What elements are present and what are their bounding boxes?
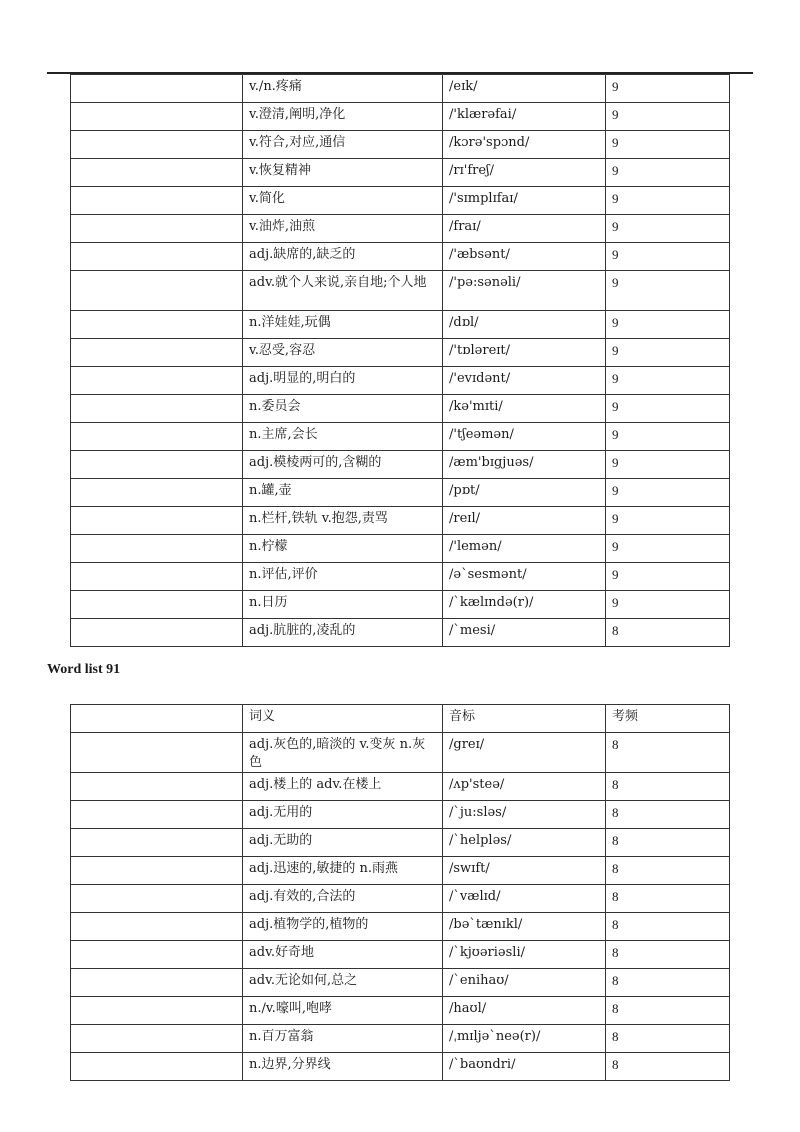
frequency-cell: 9 bbox=[606, 535, 730, 563]
phonetic-header: 音标 bbox=[443, 705, 606, 733]
frequency-cell: 9 bbox=[606, 159, 730, 187]
table-row bbox=[71, 131, 730, 159]
frequency-cell: 8 bbox=[606, 885, 730, 913]
word-cell bbox=[71, 159, 243, 187]
meaning-cell: adv.就个人来说,亲自地;个人地 bbox=[243, 271, 443, 311]
frequency-cell: 9 bbox=[606, 479, 730, 507]
meaning-cell: n.日历 bbox=[243, 591, 443, 619]
frequency-cell: 9 bbox=[606, 395, 730, 423]
table-row bbox=[71, 563, 730, 591]
table-row bbox=[71, 733, 730, 773]
meaning-cell: adj.肮脏的,凌乱的 bbox=[243, 619, 443, 647]
table-row bbox=[71, 367, 730, 395]
frequency-cell: 8 bbox=[606, 941, 730, 969]
phonetic-cell: /ˋenihaʊ/ bbox=[443, 969, 606, 997]
frequency-cell: 9 bbox=[606, 271, 730, 311]
frequency-cell: 9 bbox=[606, 75, 730, 103]
frequency-cell: 8 bbox=[606, 829, 730, 857]
word-cell bbox=[71, 271, 243, 311]
phonetic-cell: /ˌmɪljəˋneə(r)/ bbox=[443, 1025, 606, 1053]
word-header bbox=[71, 705, 243, 733]
word-table-top bbox=[70, 74, 730, 647]
phonetic-cell: /kə'mɪti/ bbox=[443, 395, 606, 423]
meaning-cell: adj.无用的 bbox=[243, 801, 443, 829]
phonetic-cell: /'tʃeəmən/ bbox=[443, 423, 606, 451]
frequency-cell: 8 bbox=[606, 801, 730, 829]
frequency-cell: 9 bbox=[606, 367, 730, 395]
meaning-cell: adv.好奇地 bbox=[243, 941, 443, 969]
meaning-cell: v.符合,对应,通信 bbox=[243, 131, 443, 159]
phonetic-cell: /rɪ'freʃ/ bbox=[443, 159, 606, 187]
phonetic-cell: /eɪk/ bbox=[443, 75, 606, 103]
meaning-cell: n.委员会 bbox=[243, 395, 443, 423]
word-cell bbox=[71, 75, 243, 103]
phonetic-cell: /ˋkælɪndə(r)/ bbox=[443, 591, 606, 619]
meaning-cell: v.恢复精神 bbox=[243, 159, 443, 187]
meaning-cell: adv.无论如何,总之 bbox=[243, 969, 443, 997]
table-row bbox=[71, 103, 730, 131]
word-cell bbox=[71, 913, 243, 941]
word-cell bbox=[71, 563, 243, 591]
table-row bbox=[71, 885, 730, 913]
word-cell bbox=[71, 997, 243, 1025]
phonetic-cell: /'sɪmplɪfaɪ/ bbox=[443, 187, 606, 215]
frequency-cell: 8 bbox=[606, 1025, 730, 1053]
section-title: Word list 91 bbox=[47, 662, 121, 677]
meaning-cell: v.忍受,容忍 bbox=[243, 339, 443, 367]
word-cell bbox=[71, 941, 243, 969]
meaning-cell: adj.植物学的,植物的 bbox=[243, 913, 443, 941]
frequency-cell: 9 bbox=[606, 311, 730, 339]
word-cell bbox=[71, 339, 243, 367]
table-row bbox=[71, 619, 730, 647]
frequency-cell: 9 bbox=[606, 215, 730, 243]
frequency-cell: 8 bbox=[606, 857, 730, 885]
table-row bbox=[71, 535, 730, 563]
phonetic-cell: /ˋhelpləs/ bbox=[443, 829, 606, 857]
table-row bbox=[71, 271, 730, 311]
meaning-cell: adj.缺席的,缺乏的 bbox=[243, 243, 443, 271]
phonetic-cell: /ʌp'steə/ bbox=[443, 773, 606, 801]
phonetic-cell: /ˋvælɪd/ bbox=[443, 885, 606, 913]
table-row bbox=[71, 243, 730, 271]
word-table-bottom bbox=[70, 704, 730, 1081]
word-cell bbox=[71, 857, 243, 885]
meaning-cell: n.主席,会长 bbox=[243, 423, 443, 451]
phonetic-cell: /kɔrə'spɔnd/ bbox=[443, 131, 606, 159]
table-row bbox=[71, 75, 730, 103]
phonetic-cell: /pɒt/ bbox=[443, 479, 606, 507]
phonetic-cell: /greɪ/ bbox=[443, 733, 606, 773]
frequency-cell: 8 bbox=[606, 997, 730, 1025]
word-cell bbox=[71, 1025, 243, 1053]
meaning-cell: n.栏杆,铁轨 v.抱怨,责骂 bbox=[243, 507, 443, 535]
word-cell bbox=[71, 801, 243, 829]
table-row bbox=[71, 997, 730, 1025]
meaning-cell: v./n.疼痛 bbox=[243, 75, 443, 103]
phonetic-cell: /'evɪdənt/ bbox=[443, 367, 606, 395]
meaning-cell: adj.楼上的 adv.在楼上 bbox=[243, 773, 443, 801]
table-header-row bbox=[71, 705, 730, 733]
word-cell bbox=[71, 885, 243, 913]
table-row bbox=[71, 1025, 730, 1053]
phonetic-cell: /ˋmesi/ bbox=[443, 619, 606, 647]
word-cell bbox=[71, 423, 243, 451]
word-cell bbox=[71, 829, 243, 857]
meaning-header: 词义 bbox=[243, 705, 443, 733]
meaning-cell: adj.有效的,合法的 bbox=[243, 885, 443, 913]
word-cell bbox=[71, 479, 243, 507]
word-cell bbox=[71, 215, 243, 243]
table-row bbox=[71, 507, 730, 535]
meaning-cell: n.洋娃娃,玩偶 bbox=[243, 311, 443, 339]
table-row bbox=[71, 941, 730, 969]
phonetic-cell: /'lemən/ bbox=[443, 535, 606, 563]
table-row bbox=[71, 801, 730, 829]
phonetic-cell: /əˋsesmənt/ bbox=[443, 563, 606, 591]
meaning-cell: v.简化 bbox=[243, 187, 443, 215]
table-row bbox=[71, 969, 730, 997]
word-cell bbox=[71, 187, 243, 215]
frequency-cell: 9 bbox=[606, 507, 730, 535]
word-cell bbox=[71, 733, 243, 773]
table-row bbox=[71, 857, 730, 885]
phonetic-cell: /'klærəfai/ bbox=[443, 103, 606, 131]
frequency-cell: 8 bbox=[606, 969, 730, 997]
word-cell bbox=[71, 395, 243, 423]
table-row bbox=[71, 339, 730, 367]
frequency-cell: 9 bbox=[606, 591, 730, 619]
table-row bbox=[71, 395, 730, 423]
frequency-cell: 9 bbox=[606, 339, 730, 367]
word-cell bbox=[71, 131, 243, 159]
frequency-cell: 8 bbox=[606, 1053, 730, 1081]
frequency-cell: 9 bbox=[606, 563, 730, 591]
meaning-cell: adj.无助的 bbox=[243, 829, 443, 857]
phonetic-cell: /ˋkjʊəriəsli/ bbox=[443, 941, 606, 969]
phonetic-cell: /haʊl/ bbox=[443, 997, 606, 1025]
frequency-cell: 9 bbox=[606, 131, 730, 159]
frequency-cell: 8 bbox=[606, 619, 730, 647]
word-cell bbox=[71, 619, 243, 647]
meaning-cell: n.柠檬 bbox=[243, 535, 443, 563]
frequency-cell: 8 bbox=[606, 913, 730, 941]
phonetic-cell: /swɪft/ bbox=[443, 857, 606, 885]
table-row bbox=[71, 187, 730, 215]
phonetic-cell: /fraɪ/ bbox=[443, 215, 606, 243]
word-table-bottom-body bbox=[71, 705, 730, 1081]
meaning-cell: adj.灰色的,暗淡的 v.变灰 n.灰色 bbox=[243, 733, 443, 773]
frequency-cell: 9 bbox=[606, 187, 730, 215]
word-cell bbox=[71, 535, 243, 563]
table-row bbox=[71, 311, 730, 339]
meaning-cell: adj.明显的,明白的 bbox=[243, 367, 443, 395]
meaning-cell: n.评估,评价 bbox=[243, 563, 443, 591]
meaning-cell: v.澄清,阐明,净化 bbox=[243, 103, 443, 131]
word-cell bbox=[71, 311, 243, 339]
phonetic-cell: /æm'bɪgjuəs/ bbox=[443, 451, 606, 479]
table-row bbox=[71, 423, 730, 451]
phonetic-cell: /ˋju:sləs/ bbox=[443, 801, 606, 829]
table-row bbox=[71, 159, 730, 187]
word-cell bbox=[71, 773, 243, 801]
table-row bbox=[71, 829, 730, 857]
table-row bbox=[71, 479, 730, 507]
table-row bbox=[71, 913, 730, 941]
frequency-cell: 8 bbox=[606, 733, 730, 773]
phonetic-cell: /'æbsənt/ bbox=[443, 243, 606, 271]
word-cell bbox=[71, 451, 243, 479]
meaning-cell: n.边界,分界线 bbox=[243, 1053, 443, 1081]
frequency-cell: 9 bbox=[606, 243, 730, 271]
phonetic-cell: /'pə:sənəli/ bbox=[443, 271, 606, 311]
meaning-cell: v.油炸,油煎 bbox=[243, 215, 443, 243]
word-table-top-body bbox=[71, 75, 730, 647]
meaning-cell: n./v.嚎叫,咆哮 bbox=[243, 997, 443, 1025]
table-row bbox=[71, 1053, 730, 1081]
word-cell bbox=[71, 969, 243, 997]
frequency-cell: 9 bbox=[606, 451, 730, 479]
frequency-cell: 8 bbox=[606, 773, 730, 801]
word-cell bbox=[71, 591, 243, 619]
meaning-cell: adj.模棱两可的,含糊的 bbox=[243, 451, 443, 479]
frequency-header: 考频 bbox=[606, 705, 730, 733]
frequency-cell: 9 bbox=[606, 423, 730, 451]
word-cell bbox=[71, 1053, 243, 1081]
meaning-cell: n.百万富翁 bbox=[243, 1025, 443, 1053]
frequency-cell: 9 bbox=[606, 103, 730, 131]
phonetic-cell: /reɪl/ bbox=[443, 507, 606, 535]
word-cell bbox=[71, 103, 243, 131]
word-cell bbox=[71, 507, 243, 535]
meaning-cell: adj.迅速的,敏捷的 n.雨燕 bbox=[243, 857, 443, 885]
word-cell bbox=[71, 367, 243, 395]
phonetic-cell: /bəˋtænɪkl/ bbox=[443, 913, 606, 941]
phonetic-cell: /ˋbaʊndri/ bbox=[443, 1053, 606, 1081]
phonetic-cell: /'tɒləreɪt/ bbox=[443, 339, 606, 367]
table-row bbox=[71, 215, 730, 243]
phonetic-cell: /dɒl/ bbox=[443, 311, 606, 339]
word-cell bbox=[71, 243, 243, 271]
table-row bbox=[71, 773, 730, 801]
meaning-cell: n.罐,壶 bbox=[243, 479, 443, 507]
table-row bbox=[71, 591, 730, 619]
table-row bbox=[71, 451, 730, 479]
